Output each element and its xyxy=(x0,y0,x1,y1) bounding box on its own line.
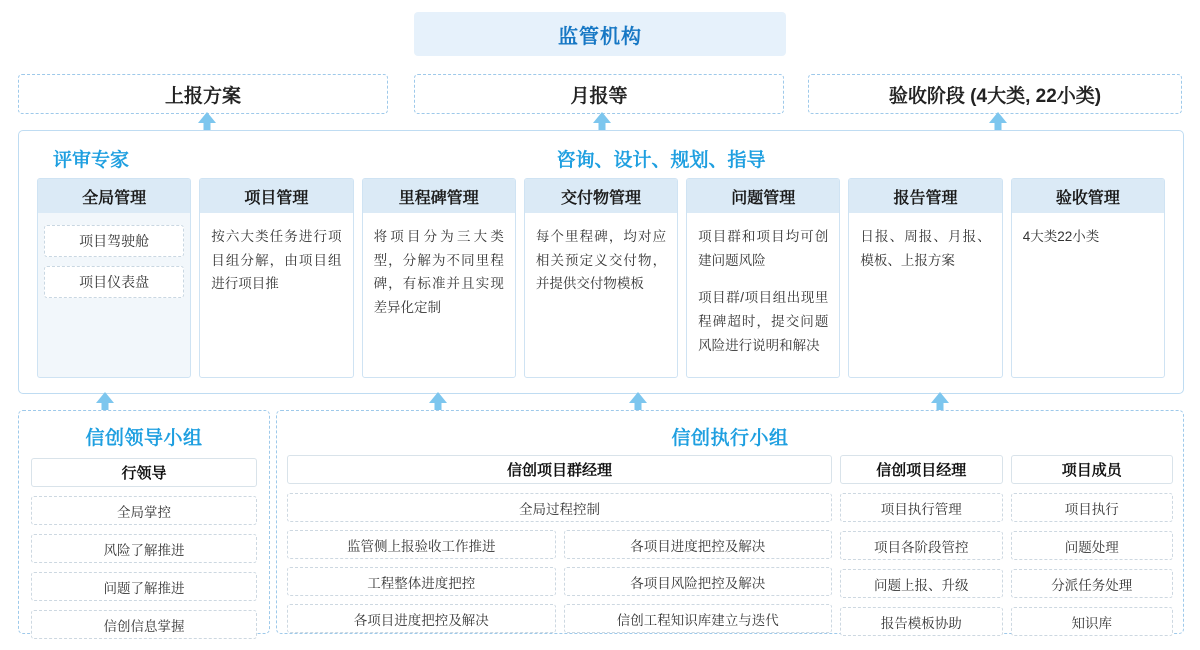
list-item: 信创信息掌握 xyxy=(31,610,257,639)
project-members-header: 项目成员 xyxy=(1011,455,1174,484)
project-manager-column xyxy=(840,455,1003,631)
card-body xyxy=(38,213,190,307)
leading-group-items xyxy=(19,450,269,639)
leading-group-header: 行领导 xyxy=(31,458,257,487)
list-item: 问题处理 xyxy=(1011,531,1174,560)
card-header: 里程碑管理 xyxy=(363,179,515,213)
execution-group-columns xyxy=(287,455,1173,631)
card-report-management xyxy=(848,178,1002,378)
card-header: 交付物管理 xyxy=(525,179,677,213)
list-item: 风险了解推进 xyxy=(31,534,257,563)
card-paragraph: 日报、周报、月报、模板、上报方案 xyxy=(860,229,991,268)
leading-group-title: 信创领导小组 xyxy=(85,428,203,449)
list-item: 各项目风险把控及解决 xyxy=(564,567,833,596)
management-cards xyxy=(37,178,1165,378)
review-expert-title: 评审专家 xyxy=(53,150,130,171)
pill-item: 项目驾驶舱 xyxy=(44,225,184,257)
card-issue-management xyxy=(686,178,840,378)
management-container xyxy=(18,130,1184,394)
list-item: 分派任务处理 xyxy=(1011,569,1174,598)
card-acceptance-management xyxy=(1011,178,1165,378)
list-item: 项目执行管理 xyxy=(840,493,1003,522)
card-paragraph: 项目群/项目组出现里程碑超时，提交问题风险进行说明和解决 xyxy=(698,290,829,353)
card-header: 问题管理 xyxy=(687,179,839,213)
card-header: 项目管理 xyxy=(200,179,352,213)
program-manager-column xyxy=(287,455,832,628)
list-item: 监管侧上报验收工作推进 xyxy=(287,530,556,559)
card-paragraph: 将项目分为三大类型，分解为不同里程碑，有标准并且实现差异化定制 xyxy=(373,229,504,315)
card-header: 验收管理 xyxy=(1012,179,1164,213)
report-box-acceptance: 验收阶段 (4大类, 22小类) xyxy=(808,74,1182,114)
program-manager-header: 信创项目群经理 xyxy=(287,455,832,484)
card-body xyxy=(687,213,839,377)
list-item: 各项目进度把控及解决 xyxy=(287,604,556,633)
card-paragraph: 每个里程碑，均对应相关预定义交付物，并提供交付物模板 xyxy=(535,229,667,292)
list-item: 全局掌控 xyxy=(31,496,257,525)
list-item: 项目执行 xyxy=(1011,493,1174,522)
program-manager-items xyxy=(287,493,832,633)
execution-group-container xyxy=(276,410,1184,634)
card-global-management xyxy=(37,178,191,378)
execution-group-title: 信创执行小组 xyxy=(671,428,789,449)
list-item: 各项目进度把控及解决 xyxy=(564,530,833,559)
pill-item: 项目仪表盘 xyxy=(44,266,184,298)
list-item: 信创工程知识库建立与迭代 xyxy=(564,604,833,633)
card-header: 全局管理 xyxy=(38,179,190,213)
card-project-management xyxy=(199,178,353,378)
list-item: 问题上报、升级 xyxy=(840,569,1003,598)
list-item: 全局过程控制 xyxy=(287,493,832,522)
card-deliverable-management xyxy=(524,178,678,378)
card-paragraph: 项目群和项目均可创建问题风险 xyxy=(698,229,829,268)
leading-group-container xyxy=(18,410,270,634)
card-paragraph: 按六大类任务进行项目组分解，由项目组进行项目推 xyxy=(211,229,342,292)
card-body xyxy=(1012,213,1164,377)
report-box-plan: 上报方案 xyxy=(18,74,388,114)
list-item: 项目各阶段管控 xyxy=(840,531,1003,560)
card-body xyxy=(363,213,515,377)
regulator-box: 监管机构 xyxy=(414,12,786,56)
card-body xyxy=(525,213,677,377)
list-item: 问题了解推进 xyxy=(31,572,257,601)
list-item: 知识库 xyxy=(1011,607,1174,636)
list-item: 报告模板协助 xyxy=(840,607,1003,636)
card-paragraph: 4大类22小类 xyxy=(1022,229,1100,244)
card-header: 报告管理 xyxy=(849,179,1001,213)
card-body xyxy=(849,213,1001,377)
list-item: 工程整体进度把控 xyxy=(287,567,556,596)
project-manager-header: 信创项目经理 xyxy=(840,455,1003,484)
report-box-monthly: 月报等 xyxy=(414,74,784,114)
project-members-column xyxy=(1011,455,1174,631)
report-row xyxy=(18,74,1182,114)
card-milestone-management xyxy=(362,178,516,378)
consulting-title: 咨询、设计、规划、指导 xyxy=(556,150,766,171)
card-body xyxy=(200,213,352,377)
